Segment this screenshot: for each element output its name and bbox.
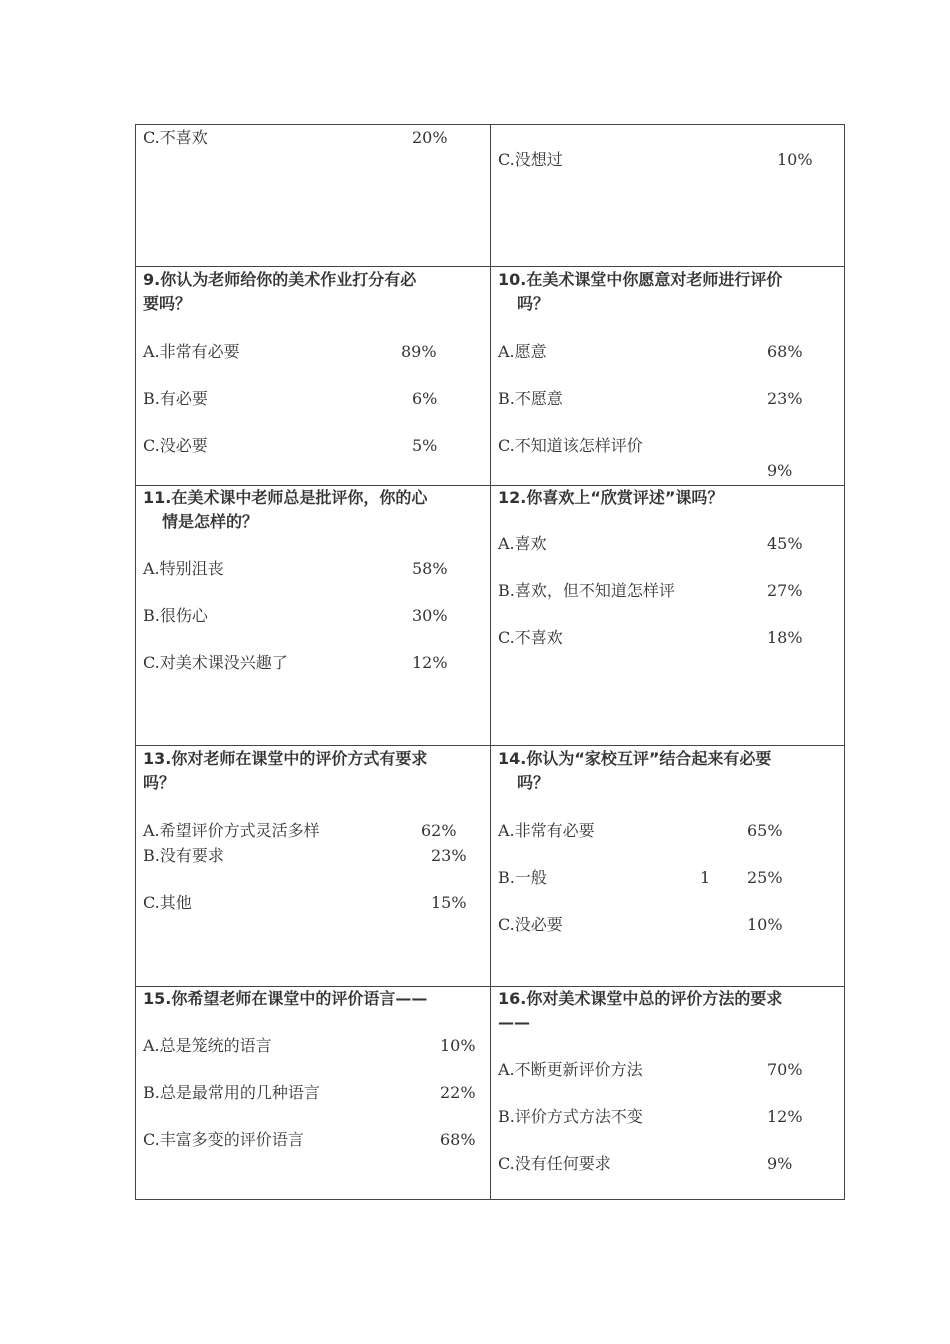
option-a-percent: 62%: [421, 821, 457, 840]
option-a-label: A.不断更新评价方法: [498, 1060, 643, 1079]
row-divider: [136, 745, 844, 746]
question-16-title-cont: ——: [498, 1013, 530, 1032]
question-12-title: 12.你喜欢上“欣赏评述”课吗？: [498, 488, 724, 507]
option-c-percent: 10%: [747, 915, 783, 934]
option-c-label: C.其他: [143, 893, 192, 912]
question-15-title: 15.你希望老师在课堂中的评价语言——: [143, 989, 428, 1008]
option-c-percent: 18%: [767, 628, 803, 647]
option-b-percent: 27%: [767, 581, 803, 600]
option-b-percent: 22%: [440, 1083, 476, 1102]
option-c-label: C.不知道该怎样评价: [498, 436, 643, 455]
question-11-title-cont: 情是怎样的？: [162, 512, 259, 531]
option-a-label: A.总是笼统的语言: [143, 1036, 272, 1055]
option-c-percent: 9%: [767, 1154, 793, 1173]
option-a-label: A.愿意: [498, 342, 547, 361]
option-a-label: A.特别沮丧: [143, 559, 224, 578]
option-c-label: C.对美术课没兴趣了: [143, 653, 288, 672]
option-b-percent: 23%: [767, 389, 803, 408]
question-14-title: 14.你认为“家校互评”结合起来有必要: [498, 749, 772, 768]
option-c-label: C.没必要: [143, 436, 208, 455]
option-b-label: B.喜欢，但不知道怎样评: [498, 581, 675, 600]
option-a-percent: 70%: [767, 1060, 803, 1079]
option-b-label: B.不愿意: [498, 389, 563, 408]
option-c-percent: 68%: [440, 1130, 476, 1149]
option-c-percent: 5%: [412, 436, 438, 455]
option-c-label: C.没想过: [498, 150, 563, 169]
question-10-title-cont: 吗？: [517, 294, 550, 313]
option-a-percent: 65%: [747, 821, 783, 840]
option-b-mark: 1: [700, 868, 711, 887]
question-13-title-cont: 吗？: [143, 773, 176, 792]
option-b-percent: 23%: [431, 846, 467, 865]
option-b-label: B.有必要: [143, 389, 208, 408]
option-a-label: A.非常有必要: [143, 342, 240, 361]
question-9-title-cont: 要吗？: [143, 294, 192, 313]
question-11-title: 11.在美术课中老师总是批评你，你的心: [143, 488, 428, 507]
option-a-percent: 58%: [412, 559, 448, 578]
question-16-title: 16.你对美术课堂中总的评价方法的要求: [498, 989, 783, 1008]
option-a-label: A.喜欢: [498, 534, 547, 553]
option-c-label: C.不喜欢: [498, 628, 563, 647]
question-14-title-cont: 吗？: [517, 773, 550, 792]
option-a-percent: 68%: [767, 342, 803, 361]
option-b-percent: 12%: [767, 1107, 803, 1126]
option-b-percent: 6%: [412, 389, 438, 408]
question-9-title: 9.你认为老师给你的美术作业打分有必: [143, 270, 417, 289]
option-c-percent: 12%: [412, 653, 448, 672]
question-10-title: 10.在美术课堂中你愿意对老师进行评价: [498, 270, 783, 289]
option-a-label: A.非常有必要: [498, 821, 595, 840]
option-a-percent: 45%: [767, 534, 803, 553]
option-a-percent: 10%: [440, 1036, 476, 1055]
option-c-percent: 9%: [767, 461, 793, 480]
option-a-percent: 89%: [401, 342, 437, 361]
option-c-label: C.不喜欢: [143, 128, 208, 147]
option-a-label: A.希望评价方式灵活多样: [143, 821, 320, 840]
option-c-label: C.没有任何要求: [498, 1154, 611, 1173]
option-b-percent: 30%: [412, 606, 448, 625]
option-c-percent: 15%: [431, 893, 467, 912]
option-c-percent: 20%: [412, 128, 448, 147]
option-c-label: C.没必要: [498, 915, 563, 934]
option-b-label: B.总是最常用的几种语言: [143, 1083, 320, 1102]
option-b-percent: 25%: [747, 868, 783, 887]
option-b-label: B.很伤心: [143, 606, 208, 625]
option-b-label: B.评价方式方法不变: [498, 1107, 643, 1126]
option-c-percent: 10%: [777, 150, 813, 169]
option-b-label: B.没有要求: [143, 846, 224, 865]
option-c-label: C.丰富多变的评价语言: [143, 1130, 304, 1149]
option-b-label: B.一般: [498, 868, 547, 887]
column-divider: [490, 125, 491, 1199]
row-divider: [136, 266, 844, 267]
question-13-title: 13.你对老师在课堂中的评价方式有要求: [143, 749, 428, 768]
